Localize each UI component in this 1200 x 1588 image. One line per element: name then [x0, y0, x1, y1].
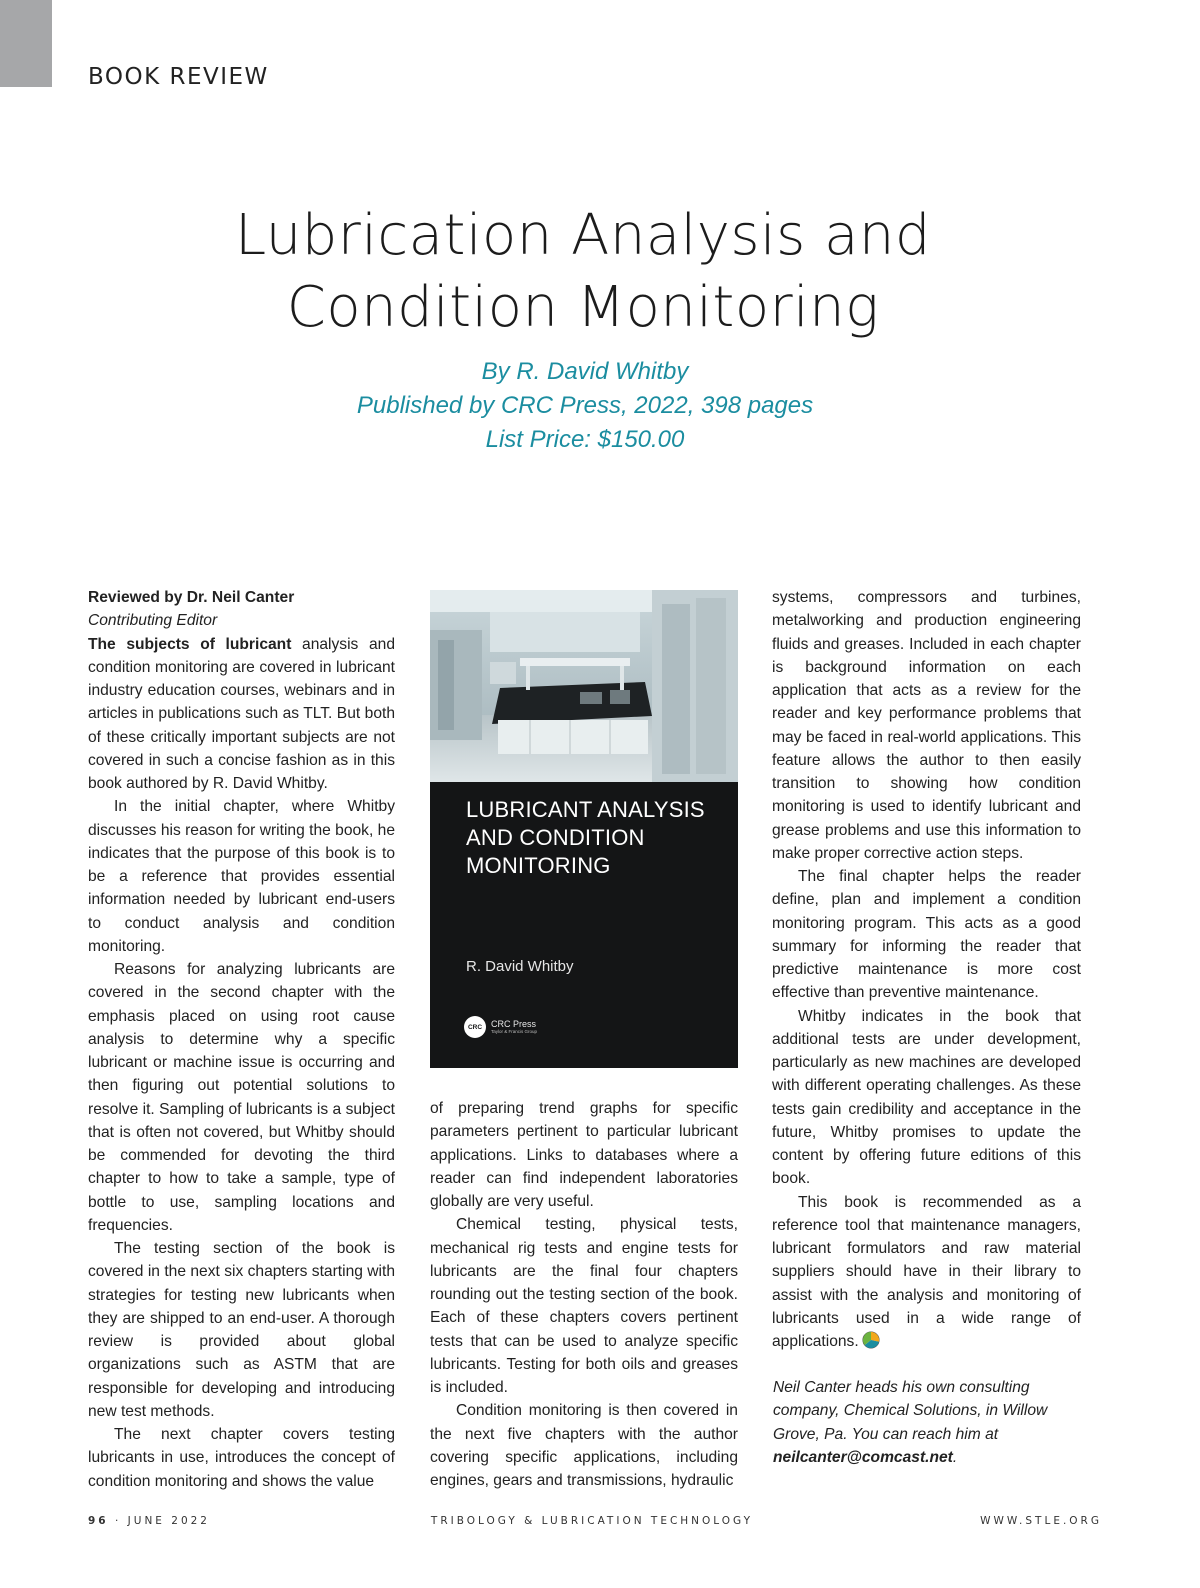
reviewer-name: Reviewed by Dr. Neil Canter: [88, 589, 295, 606]
footer-publication: TRIBOLOGY & LUBRICATION TECHNOLOGY: [430, 1515, 754, 1527]
paragraph-7-end: systems, compressors and turbines, metalworking and production engineering fluids and greases. Included in each chapter is background information on each application that acts as a review for the reader and key performance problems that may be faced in real-world applications. This feature allows the author to then easily transition to showing how condition monitoring is used to identify lubricant and grease problems and use this information to make proper corrective action steps.: [772, 589, 1081, 862]
article-column-3: [772, 586, 1081, 1353]
lab-photo: [430, 590, 738, 782]
cover-author: R. David Whitby: [466, 958, 574, 975]
section-label: BOOK REVIEW: [88, 64, 269, 90]
footer-website[interactable]: WWW.STLE.ORG: [980, 1515, 1102, 1527]
paragraph-1-text: analysis and condition monitoring are covered in lubricant industry education courses, webinars and in articles in publications such as TLT. But both of these critically important subjects are not covered in such a concise fashion as in this book authored by R. David Whitby.: [88, 635, 395, 792]
cover-publisher: [464, 1016, 537, 1038]
bio-text: Neil Canter heads his own consulting company, Chemical Solutions, in Willow Grove, Pa. You can reach him at: [773, 1379, 1048, 1443]
paragraph-5-end: of preparing trend graphs for specific parameters pertinent to particular lubricant applications. Links to databases where a reader can find independent laboratories globally are very useful.: [430, 1100, 738, 1210]
bio-email-link[interactable]: neilcanter@comcast.net: [773, 1448, 953, 1466]
end-mark-icon: [862, 1331, 880, 1349]
cover-title-line-3: MONITORING: [466, 853, 611, 878]
paragraph-7-start: Condition monitoring is then covered in the next five chapters with the author covering specific applications, including engines, gears and transmissions, hydraulic: [430, 1402, 738, 1489]
paragraph-4: The testing section of the book is covered in the next six chapters starting with strategies for testing new lubricants when they are shipped to an end-user. A thorough review is provided about global organizations such as ASTM that are responsible for developing and introducing new test methods.: [88, 1240, 395, 1420]
paragraph-9: Whitby indicates in the book that additional tests are under development, particularly as new machines are developed with different operating challenges. As these tests gain credibility and acceptance in the future, Whitby promises to update the content by offering future editions of this book.: [772, 1007, 1081, 1188]
byline: [0, 355, 1170, 457]
paragraph-8: The final chapter helps the reader define, plan and implement a condition monitoring program. This acts as a good summary for informing the reader that predictive maintenance is more cost effective than preventive maintenance.: [772, 868, 1081, 1002]
cover-title-line-2: AND CONDITION: [466, 825, 645, 850]
article-column-2: [430, 1097, 738, 1492]
paragraph-1: [88, 633, 395, 796]
title-line-2: Condition Monitoring: [286, 275, 880, 340]
paragraph-6: Chemical testing, physical tests, mechanical rig tests and engine tests for lubricants are the final four chapters rounding out the testing section of the book. Each of these chapters covers pertinent tests that can be used to analyze specific lubricants. Testing for both oils and greases is included.: [430, 1216, 738, 1396]
corner-block: [0, 0, 52, 87]
cover-publisher-name: CRC Press: [491, 1019, 537, 1029]
byline-price: List Price: $150.00: [485, 426, 685, 453]
paragraph-5-start: The next chapter covers testing lubricants in use, introduces the concept of condition monitoring and shows the value: [88, 1426, 395, 1490]
cover-title-line-1: LUBRICANT ANALYSIS: [466, 797, 705, 822]
article-column-1: [88, 586, 395, 1493]
book-cover: [430, 590, 738, 1068]
article-title: [0, 200, 1166, 344]
footer-separator: ·: [114, 1515, 122, 1527]
paragraph-10: [772, 1191, 1081, 1354]
paragraph-3: Reasons for analyzing lubricants are covered in the second chapter with the emphasis placed on using root cause analysis to determine why a specific lubricant or machine issue is occurring and then figuring out potential solutions to resolve it. Sampling of lubricants is a subject that is often not covered, but Whitby should be commended for devoting the third chapter to how to take a sample, type of bottle to use, sampling locations and frequencies.: [88, 961, 395, 1234]
issue-date: JUNE 2022: [127, 1515, 210, 1527]
byline-publisher: Published by CRC Press, 2022, 398 pages: [356, 392, 814, 419]
byline-author: By R. David Whitby: [481, 358, 689, 385]
author-bio: [773, 1376, 1093, 1469]
page-number: 96: [88, 1515, 109, 1527]
cover-publisher-sub: Taylor & Francis Group: [491, 1029, 538, 1034]
lead-in: The subjects of lubricant: [88, 635, 292, 653]
title-line-1: Lubrication Analysis and: [235, 203, 931, 268]
crc-logo-icon: CRC: [464, 1016, 486, 1038]
paragraph-10-text: This book is recommended as a reference tool that maintenance managers, lubricant formulators and raw material suppliers should have in their library to assist with the analysis and monitoring of lubricants used in a wide range of applications.: [772, 1193, 1081, 1350]
cover-title: [466, 796, 726, 880]
paragraph-2: In the initial chapter, where Whitby discusses his reason for writing the book, he indicates that the purpose of this book is to be a reference that provides essential information needed by lubricant end-users to conduct analysis and condition monitoring.: [88, 798, 395, 955]
reviewer-role: Contributing Editor: [88, 612, 218, 630]
bio-end: .: [952, 1448, 958, 1466]
